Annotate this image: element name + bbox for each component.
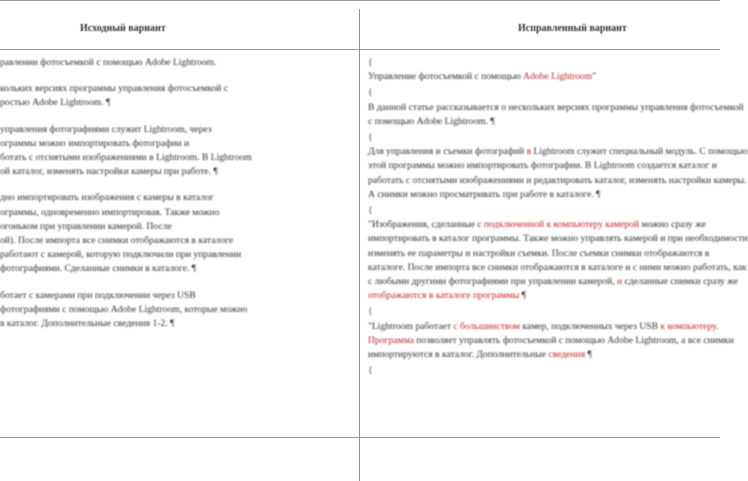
edited-text: ¶ [519,290,527,302]
edited-paragraph [368,70,748,84]
original-text-line: ограммы, одновременно импортировав. Также можно [0,206,220,218]
edited-text: камер, подключенных через USB [520,320,658,332]
tracked-change: с большинством [453,320,521,332]
paragraph-mark: { [368,205,373,217]
original-text-line: ой). После импорта все снимки отображаются в каталоге [0,235,234,247]
edited-text: камерой, [575,276,618,288]
original-text-line: равлении фотосъемкой с помощью Adobe Lightroom. [0,57,217,68]
tracked-change: отображаются в каталоге [368,290,471,302]
paragraph-mark: { [368,306,373,318]
original-paragraph [0,123,352,180]
original-text-line: ботает с камерами при подключении через USB [0,289,196,301]
paragraph-mark: { [368,365,373,377]
edited-text: " [592,71,597,83]
edited-paragraph [368,320,748,363]
edited-text: камеры. А снимки можно просматривать при работе в каталоге. ¶ [368,174,747,200]
edited-text: с помощью Adobe Lightroom. ¶ [368,115,495,127]
edited-text: В данной статье рассказывается о нескольких версиях программы управления фотосъемкой [368,101,744,113]
paragraph-mark: { [368,57,373,68]
edited-text: и с ними можно работать, как с любыми другими фотографиями при управлении [368,261,747,288]
right-column-title: Исправленный вариант [518,23,627,34]
original-text-line: огоньком при управлении камерой. После [0,220,172,232]
edited-text: можно [639,219,669,231]
edited-text: Lightroom, а все снимки импортируются в каталог. Дополнительные [368,334,734,361]
tracked-change: сведения [548,349,586,361]
tracked-change: подключенной к компьютеру камерой [484,219,640,231]
edited-text: снимки отображаются в каталоге. После импорта все снимки отображаются в каталоге [368,247,710,273]
edited-text: позволяет управлять фотосъемкой с помощью Adobe [413,334,633,346]
paragraph-mark: { [368,87,373,99]
edited-text: этой программы можно импортировать фотографии. В Lightroom создается каталог [368,160,710,172]
edited-text: Lightroom служит специальный модуль. С помощью [531,146,748,158]
column-divider [359,9,360,481]
original-text-line: фотографиями. Сделанные снимки в каталоге. ¶ [0,263,197,275]
original-text-line: дно импортировать изображения с камеры в каталог [0,192,214,204]
edited-text: ¶ [585,349,592,361]
original-text-line: фотографиями с помощью Adobe Lightroom, которые можно [0,303,248,315]
original-text-column [0,56,352,343]
edited-paragraph [368,218,748,303]
original-text-line: в каталог. Дополнительные сведения 1-2. ¶ [0,318,175,330]
original-text-line: ботать с отснятыми изображениями в Lightroom. В Lightroom [0,152,252,164]
edited-text: Управление фотосъемкой с помощью [368,71,524,83]
tracked-change: программы [472,290,520,302]
original-text-line: работают с камерой, которую подключили при управлении [0,249,242,261]
original-paragraph [0,289,352,332]
edited-text: "Lightroom работает [368,320,454,332]
edited-text: сделанные снимки сразу же [622,276,739,288]
edited-text: и при необходимости изменять ее параметры и настройки съемки. После съемки [368,233,748,259]
original-text-line: кольких версиях программы управления фотосъемкой с [0,83,229,95]
original-text-line: управления фотографиями служит Lightroom, через [0,123,212,135]
edited-text: и работать с отснятыми изображениями и редактировать каталог, изменять настройки [368,160,717,186]
original-paragraph [0,56,352,70]
tracked-change: к компьютеру [658,320,716,332]
original-text-line: ограммы можно импортировать фотографии и [0,137,190,149]
edited-paragraph [368,145,748,202]
original-text-line: ростью Adobe Lightroom. ¶ [0,97,111,109]
paragraph-mark: { [368,132,373,144]
table-header-row [0,9,720,50]
original-paragraph [0,82,352,110]
tracked-change: в [526,146,532,158]
edited-text-column [368,56,748,476]
edited-text: . [715,320,719,332]
original-text-line: ой каталог, изменять настройки камеры при работе. ¶ [0,166,218,178]
edited-text: "Изображения, сделанные с [368,219,485,231]
edited-text: Для управления и съемки фотографий [368,146,527,158]
original-paragraph [0,191,352,276]
tracked-change: и [617,276,623,288]
tracked-change: Adobe Lightroom [523,71,593,83]
tracked-change: Программа [368,334,414,346]
left-column-title: Исходный вариант [80,23,166,34]
edited-paragraph [368,101,748,129]
edited-text: сразу же импортировать в каталог программы. Также можно управлять камерой [368,219,706,245]
